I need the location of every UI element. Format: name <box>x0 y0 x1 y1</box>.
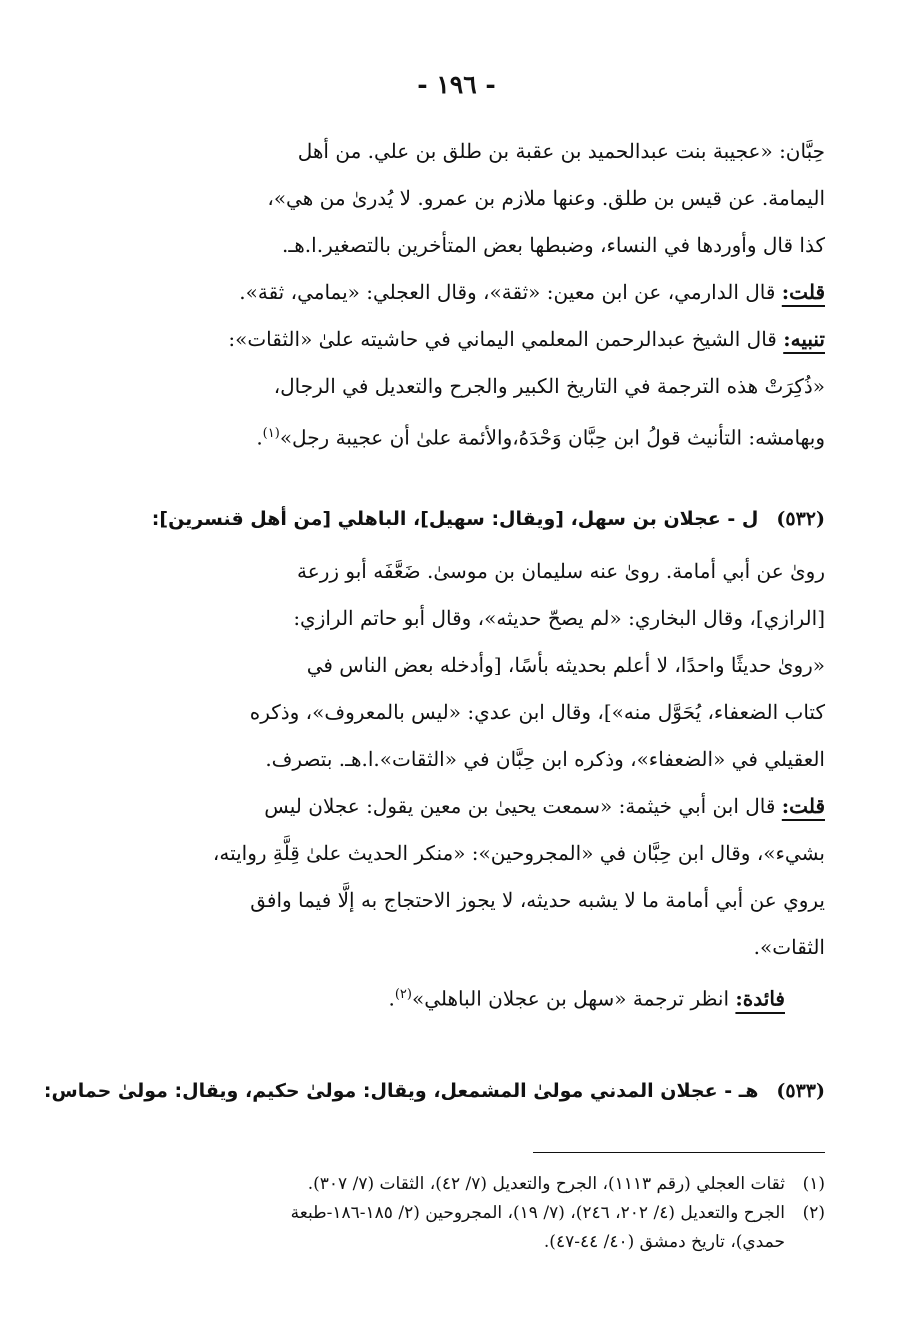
footnote-number: (١) <box>802 1174 825 1194</box>
qultu-line <box>125 783 825 830</box>
paragraph-ibn-hibban-quote <box>125 128 825 457</box>
tanbih-text-end: وبهامشه: التأنيث قولُ ابن حِبَّان وَحْدَهُ،والأئمة علىٰ أن عجيبة رجل» <box>279 425 825 450</box>
text-line: كذا قال وأوردها في النساء، وضبطها بعض المتأخرين بالتصغير.ا.هـ. <box>282 233 825 257</box>
text-line: العقيلي في «الضعفاء»، وذكره ابن حِبَّان في «الثقات».ا.هـ. بتصرف. <box>265 747 825 771</box>
text-line: حِبَّان: «عجيبة بنت عبدالحميد بن عقبة بن طلق بن علي. من أهل <box>297 139 825 163</box>
full-stop: . <box>388 986 395 1011</box>
qultu-label: قلت: <box>781 794 825 818</box>
footnote-separator <box>533 1152 825 1153</box>
faida-label: فائدة: <box>735 986 785 1011</box>
footnote-number: (٢) <box>802 1203 825 1223</box>
footnote-2-continued: حمدي)، تاريخ دمشق (٤٠/ ٤٤-٤٧). <box>543 1232 785 1252</box>
text-line: يروي عن أبي أمامة ما لا يشبه حديثه، لا يجوز الاحتجاج به إلَّا فيما وافق <box>250 888 825 912</box>
full-stop: . <box>256 425 263 450</box>
entry-number: (٥٣٣) <box>776 1080 825 1102</box>
qultu-label: قلت: <box>781 280 825 304</box>
footnote-text: الجرح والتعديل (٤/ ٢٠٢، ٢٤٦)، (٧/ ١٩)، المجروحين (٢/ ١٨٥-١٨٦-طبعة <box>290 1203 785 1223</box>
faida-text: انظر ترجمة «سهل بن عجلان الباهلي» <box>411 986 736 1011</box>
entry-532-body <box>125 548 825 1018</box>
footnote-ref-2: (٢) <box>394 987 412 1002</box>
footnote-2 <box>125 1199 825 1228</box>
text-line: «روىٰ حديثًا واحدًا، لا أعلم بحديثه بأسًا، [وأدخله بعض الناس في <box>306 653 825 677</box>
footnote-ref-1: (١) <box>262 426 280 441</box>
text-line: «ذُكِرَتْ هذه الترجمة في التاريخ الكبير والجرح والتعديل في الرجال، <box>273 374 825 398</box>
tanbih-line <box>125 316 825 363</box>
footnote-1 <box>125 1170 825 1199</box>
tanbih-label: تنبيه: <box>783 327 825 351</box>
text-line: الثقات». <box>753 935 825 959</box>
qultu-line <box>125 269 825 316</box>
text-line: اليمامة. عن قيس بن طلق. وعنها ملازم بن عمرو. لا يُدرىٰ من هي»، <box>267 186 825 210</box>
entry-title: هـ - عجلان المدني مولىٰ المشمعل، ويقال: مولىٰ حكيم، ويقال: مولىٰ حماس: <box>43 1080 759 1102</box>
faida-line <box>125 971 825 1018</box>
tanbih-text: قال الشيخ عبدالرحمن المعلمي اليماني في حاشيته علىٰ «الثقات»: <box>228 327 784 351</box>
entry-heading-533 <box>43 1080 825 1102</box>
text-line: روىٰ عن أبي أمامة. روىٰ عنه سليمان بن موسىٰ. ضَعَّفَه أبو زرعة <box>297 559 825 583</box>
footnotes <box>125 1170 825 1257</box>
entry-number: (٥٣٢) <box>776 508 825 530</box>
tanbih-last-line <box>125 410 825 457</box>
qultu-text: قال ابن أبي خيثمة: «سمعت يحيىٰ بن معين يقول: عجلان ليس <box>264 794 782 818</box>
text-line: كتاب الضعفاء، يُحَوَّل منه»]، وقال ابن عدي: «ليس بالمعروف»، وذكره <box>249 700 825 724</box>
entry-heading-532 <box>85 508 825 530</box>
qultu-text: قال الدارمي، عن ابن معين: «ثقة»، وقال العجلي: «يمامي، ثقة». <box>239 280 782 304</box>
text-line: بشيء»، وقال ابن حِبَّان في «المجروحين»: «منكر الحديث علىٰ قِلَّةِ روايته، <box>212 841 825 865</box>
footnote-text: ثقات العجلي (رقم ١١١٣)، الجرح والتعديل (٧/ ٤٢)، الثقات (٧/ ٣٠٧). <box>307 1174 785 1194</box>
text-line: [الرازي]، وقال البخاري: «لم يصحّ حديثه»، وقال أبو حاتم الرازي: <box>293 606 825 630</box>
entry-title: ل - عجلان بن سهل، [ويقال: سهيل]، الباهلي [من أهل قنسرين]: <box>151 508 759 530</box>
page-number: - ١٩٦ - <box>417 70 496 99</box>
